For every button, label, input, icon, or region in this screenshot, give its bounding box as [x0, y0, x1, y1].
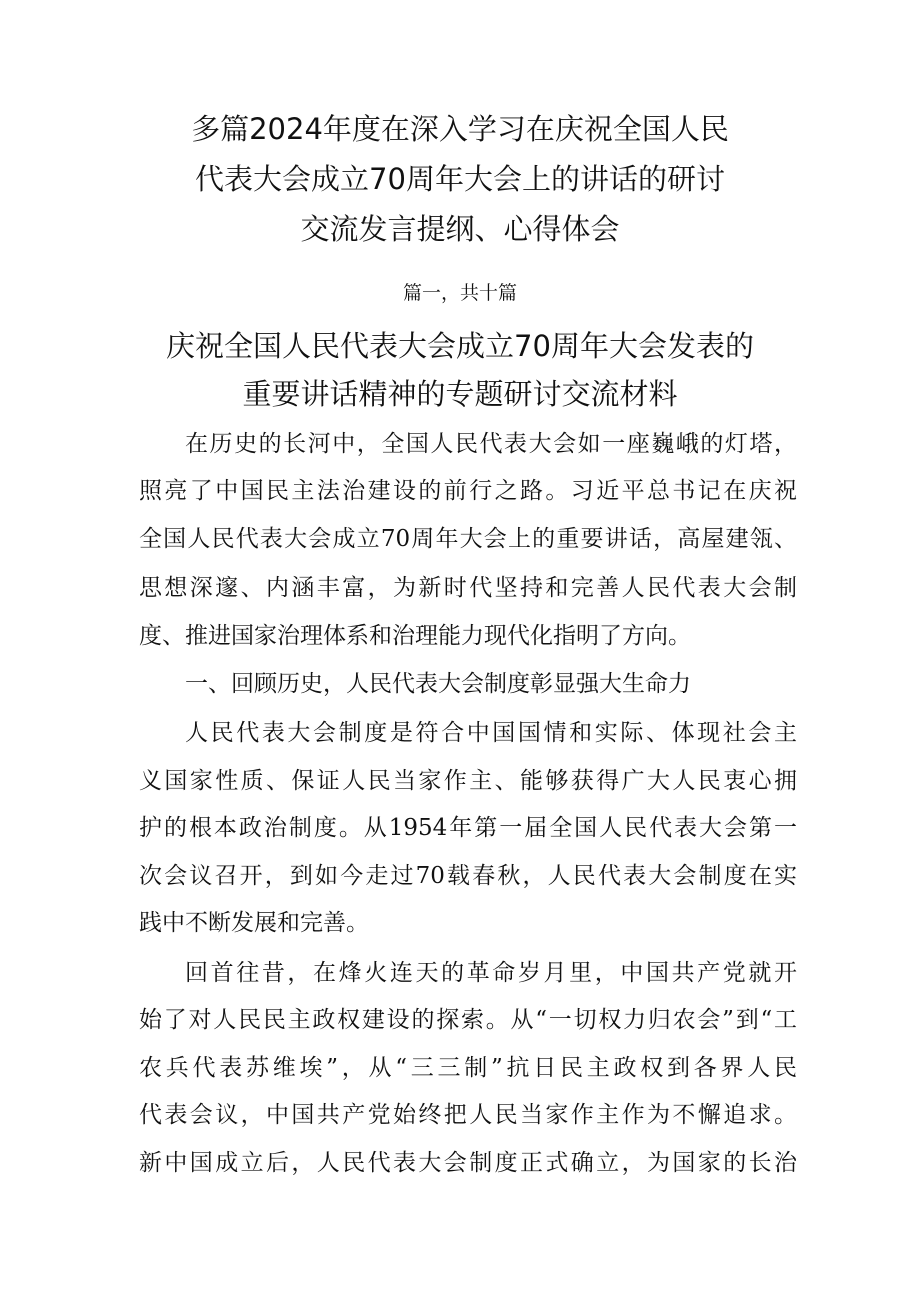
- document-title-line-2: 代表大会成立70周年大会上的讲话的研讨: [195, 162, 725, 196]
- paragraph-3-line-2: 始了对人民民主政权建设的探索。从“一切权力归农会”到“工: [139, 1007, 797, 1033]
- paragraph-2-line-1: 人民代表大会制度是符合中国国情和实际、体现社会主: [185, 720, 797, 746]
- article-title: [60, 322, 860, 418]
- paragraph-3-line-3: 农兵代表苏维埃”，从“三三制”抗日民主政权到各界人民: [139, 1055, 797, 1081]
- paragraph-2-line-4: 次会议召开，到如今走过70载春秋，人民代表大会制度在实: [139, 863, 797, 889]
- paragraph-3-line-4: 代表会议，中国共产党始终把人民当家作主作为不懈追求。: [139, 1102, 797, 1128]
- paragraph-1-line-5: 度、推进国家治理体系和治理能力现代化指明了方向。: [139, 623, 691, 649]
- article-title-line-1: 庆祝全国人民代表大会成立70周年大会发表的: [166, 329, 754, 363]
- article-title-line-2: 重要讲话精神的专题研讨交流材料: [242, 377, 678, 411]
- document-title-line-1: 多篇2024年度在深入学习在庆祝全国人民: [191, 112, 729, 146]
- document-title-line-3: 交流发言提纲、心得体会: [300, 212, 620, 246]
- paragraph-3-line-1: 回首往昔，在烽火连天的革命岁月里，中国共产党就开: [185, 960, 797, 986]
- paragraph-3-line-5: 新中国成立后，人民代表大会制度正式确立，为国家的长治: [139, 1150, 797, 1176]
- paragraph-2-line-3: 护的根本政治制度。从1954年第一届全国人民代表大会第一: [139, 815, 797, 841]
- paragraph-2-line-5: 践中不断发展和完善。: [139, 910, 369, 936]
- document-subtitle: 篇一，共十篇: [402, 282, 517, 304]
- paragraph-1-line-1: 在历史的长河中，全国人民代表大会如一座巍峨的灯塔，: [185, 431, 797, 457]
- paragraph-1-line-2: 照亮了中国民主法治建设的前行之路。习近平总书记在庆祝: [139, 478, 797, 504]
- paragraph-2-line-2: 义国家性质、保证人民当家作主、能够获得广大人民衷心拥: [139, 768, 797, 794]
- document-title: [60, 104, 860, 254]
- section-heading-1: 一、回顾历史，人民代表大会制度彰显强大生命力: [185, 671, 691, 697]
- paragraph-1-line-4: 思想深邃、内涵丰富，为新时代坚持和完善人民代表大会制: [139, 575, 797, 601]
- paragraph-1-line-3: 全国人民代表大会成立70周年大会上的重要讲话，高屋建瓴、: [139, 526, 797, 552]
